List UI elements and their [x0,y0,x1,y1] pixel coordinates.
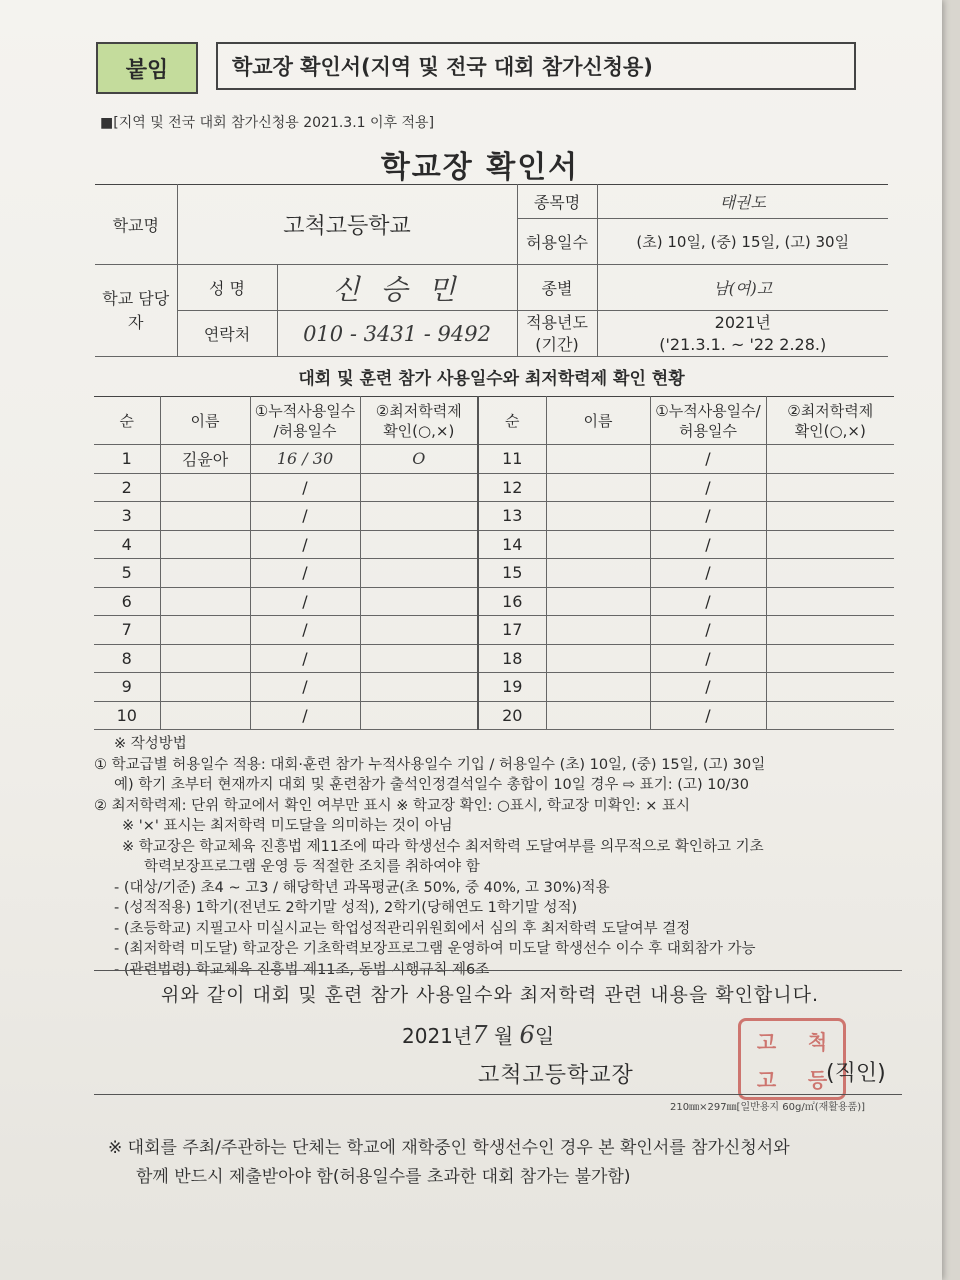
row-no: 10 [94,701,160,730]
row-grade [360,473,478,502]
row-days: / [250,616,360,645]
row-grade: O [360,445,478,474]
row-days: 16 / 30 [250,445,360,474]
row-name: 김윤아 [160,445,250,474]
category-value: 남(여)고 [597,265,888,311]
row-no-right: 12 [478,473,546,502]
row-days: / [250,701,360,730]
row-days: / [250,587,360,616]
table-row [94,673,894,702]
divider [94,1094,902,1095]
table-row [94,701,894,730]
row-days-right: / [650,559,766,588]
manager-name-value: 신 승 민 [277,265,517,311]
paper-spec-note: 210㎜×297㎜[일반용지 60g/㎡(재활용품)] [670,1102,866,1113]
divider [94,970,902,971]
instruction-line: - (성적적용) 1학기(전년도 2학기말 성적), 2학기(당해연도 1학기말 성적) [114,900,578,916]
row-name-right [546,502,650,531]
school-manager-label: 학교 담당자 [95,265,177,357]
attachment-label: 붙임 [96,42,198,94]
table-row [94,473,894,502]
manager-name-label: 성 명 [177,265,277,311]
section-title: 대회 및 훈련 참가 사용일수와 최저학력제 확인 현황 [298,369,685,389]
instruction-line: ② 최저학력제: 단위 학교에서 확인 여부만 표시 ※ 학교장 확인: ○표시, 학교장 미확인: × 표시 [94,797,690,814]
header-grade-right [766,397,894,445]
header-no-right: 순 [478,397,546,445]
table-row [94,502,894,531]
row-grade-right [766,559,894,588]
sport-value: 태권도 [597,185,888,219]
sport-label: 종목명 [517,185,597,219]
header-days-line2: /허용일수 [273,421,337,440]
table-row [94,559,894,588]
seal-char: 척 [807,1029,828,1054]
row-name-right [546,644,650,673]
row-no: 9 [94,673,160,702]
row-grade-right [766,616,894,645]
row-grade [360,559,478,588]
header-days-right-line2: 허용일수 [679,421,737,440]
row-no-right: 19 [478,673,546,702]
date-month-value: 7 [472,1021,488,1049]
row-grade-right [766,502,894,531]
row-no: 8 [94,644,160,673]
row-days-right: / [650,473,766,502]
header-no: 순 [94,397,160,445]
page-title: 학교장 확인서 [380,150,580,185]
application-year-label: 적용년도 (기간) [517,311,597,357]
header-days-right-line1: ①누적사용일수/ [655,401,761,420]
manager-contact-value: 010 - 3431 - 9492 [277,311,517,357]
row-name-right [546,473,650,502]
row-days-right: / [650,530,766,559]
header-grade-line1: ②최저학력제 [375,401,462,420]
row-no: 6 [94,587,160,616]
row-name-right [546,616,650,645]
submission-note-line: ※ 대회를 주최/주관하는 단체는 학교에 재학중인 학생선수인 경우 본 확인서를 참가신청서와 [108,1138,790,1158]
row-name-right [546,673,650,702]
header-name-right: 이름 [546,397,650,445]
row-grade [360,616,478,645]
instruction-line: 학력보장프로그램 운영 등 적절한 조치를 취하여야 함 [144,859,480,875]
allowed-days-label: 허용일수 [517,219,597,265]
seal-char: 고 [756,1067,777,1092]
row-grade-right [766,530,894,559]
row-no-right: 13 [478,502,546,531]
row-days: / [250,502,360,531]
instruction-line: - (초등학교) 지필고사 미실시교는 학업성적관리위원회에서 심의 후 최저학력 도달여부 결정 [114,920,691,937]
table-row [94,445,894,474]
instruction-line: - (최저학력 미도달) 학교장은 기초학력보장프로그램 운영하여 미도달 학생선수 이수 후 대회참가 가능 [114,941,756,957]
row-name-right [546,559,650,588]
row-no-right: 11 [478,445,546,474]
header-grade-right-line1: ②최저학력제 [787,401,874,420]
row-days: / [250,644,360,673]
row-days: / [250,559,360,588]
instruction-line: - (관련법령) 학교체육 진흥법 제11조, 동법 시행규칙 제6조 [114,961,490,978]
row-days-right: / [650,616,766,645]
row-no: 4 [94,530,160,559]
info-table [95,184,888,357]
school-name-label: 학교명 [95,185,177,265]
row-name-right [546,530,650,559]
date-month-label: 월 [493,1024,514,1048]
confirmation-date [402,1020,554,1049]
instruction-line: - (대상/기준) 초4 ~ 고3 / 해당학년 과목평균(초 50%, 중 40%, 고 30%)적용 [114,879,610,896]
row-grade-right [766,644,894,673]
seal-char: 등 [807,1067,828,1092]
instruction-line: ※ '×' 표시는 최저학력 미도달을 의미하는 것이 아님 [122,818,453,834]
row-grade [360,644,478,673]
category-label: 종별 [517,265,597,311]
row-grade [360,530,478,559]
submission-note [108,1134,898,1192]
row-name [160,530,250,559]
manager-contact-label: 연락처 [177,311,277,357]
row-no: 3 [94,502,160,531]
header-days-line1: ①누적사용일수 [254,401,356,420]
row-no: 5 [94,559,160,588]
row-days-right: / [650,502,766,531]
row-no-right: 20 [478,701,546,730]
row-name-right [546,445,650,474]
row-days: / [250,473,360,502]
row-no: 7 [94,616,160,645]
row-grade [360,502,478,531]
instruction-line: ※ 학교장은 학교체육 진흥법 제11조에 따라 학생선수 최저학력 도달여부를 의무적으로 확인하고 기초 [122,838,764,855]
row-days-right: / [650,445,766,474]
allowed-days-value: (초) 10일, (중) 15일, (고) 30일 [597,219,888,265]
table-row [94,587,894,616]
row-name [160,673,250,702]
row-grade [360,587,478,616]
seal-char: 고 [756,1029,777,1054]
principal-title: 고척고등학교장 [478,1063,634,1088]
document-header-title: 학교장 확인서(지역 및 전국 대회 참가신청용) [216,42,856,90]
row-grade [360,673,478,702]
header-days-right [650,397,766,445]
instructions-title: ※ 작성방법 [114,736,187,752]
row-no: 2 [94,473,160,502]
row-name [160,644,250,673]
row-name [160,701,250,730]
table-row [94,530,894,559]
row-grade-right [766,445,894,474]
row-no-right: 14 [478,530,546,559]
table-row [94,616,894,645]
row-grade-right [766,587,894,616]
row-days-right: / [650,701,766,730]
submission-note-line: 함께 반드시 제출받아야 함(허용일수를 초과한 대회 참가는 불가함) [136,1167,631,1187]
row-name-right [546,701,650,730]
row-days-right: / [650,587,766,616]
row-no-right: 15 [478,559,546,588]
row-name [160,473,250,502]
instruction-line: 예) 학기 초부터 현재까지 대회 및 훈련참가 출석인정결석일수 총합이 10일 경우 ⇨ 표기: (고) 10/30 [114,777,750,793]
header-days [250,397,360,445]
date-day-value: 6 [519,1021,535,1049]
table-row [94,644,894,673]
row-name [160,616,250,645]
header-grade [360,397,478,445]
row-no-right: 18 [478,644,546,673]
application-period-value: ('21.3.1. ~ '22 2.28.) [659,334,827,354]
row-days: / [250,530,360,559]
row-days: / [250,673,360,702]
date-year: 2021년 [402,1024,473,1048]
applicability-note: ■[지역 및 전국 대회 참가신청용 2021.3.1 이후 적용] [100,115,435,131]
instructions [94,734,904,980]
seal-label: (직인) [826,1061,886,1086]
row-name-right [546,587,650,616]
row-days-right: / [650,644,766,673]
header-grade-line2: 확인(○,×) [383,421,455,440]
confirmation-statement: 위와 같이 대회 및 훈련 참가 사용일수와 최저학력 관련 내용을 확인합니다. [160,984,820,1006]
row-days-right: / [650,673,766,702]
row-grade-right [766,701,894,730]
application-year-value: 2021년 [714,312,771,332]
participation-table [94,396,894,730]
date-day-label: 일 [534,1024,555,1048]
row-grade-right [766,473,894,502]
row-name [160,502,250,531]
header-name: 이름 [160,397,250,445]
application-year-cell [597,311,888,357]
header-grade-right-line2: 확인(○,×) [794,421,866,440]
row-grade [360,701,478,730]
row-no: 1 [94,445,160,474]
row-name [160,559,250,588]
row-no-right: 17 [478,616,546,645]
row-no-right: 16 [478,587,546,616]
instruction-line: ① 학교급별 허용일수 적용: 대회·훈련 참가 누적사용일수 기입 / 허용일수 (초) 10일, (중) 15일, (고) 30일 [94,756,766,773]
school-name-value: 고척고등학교 [177,185,517,265]
row-name [160,587,250,616]
row-grade-right [766,673,894,702]
